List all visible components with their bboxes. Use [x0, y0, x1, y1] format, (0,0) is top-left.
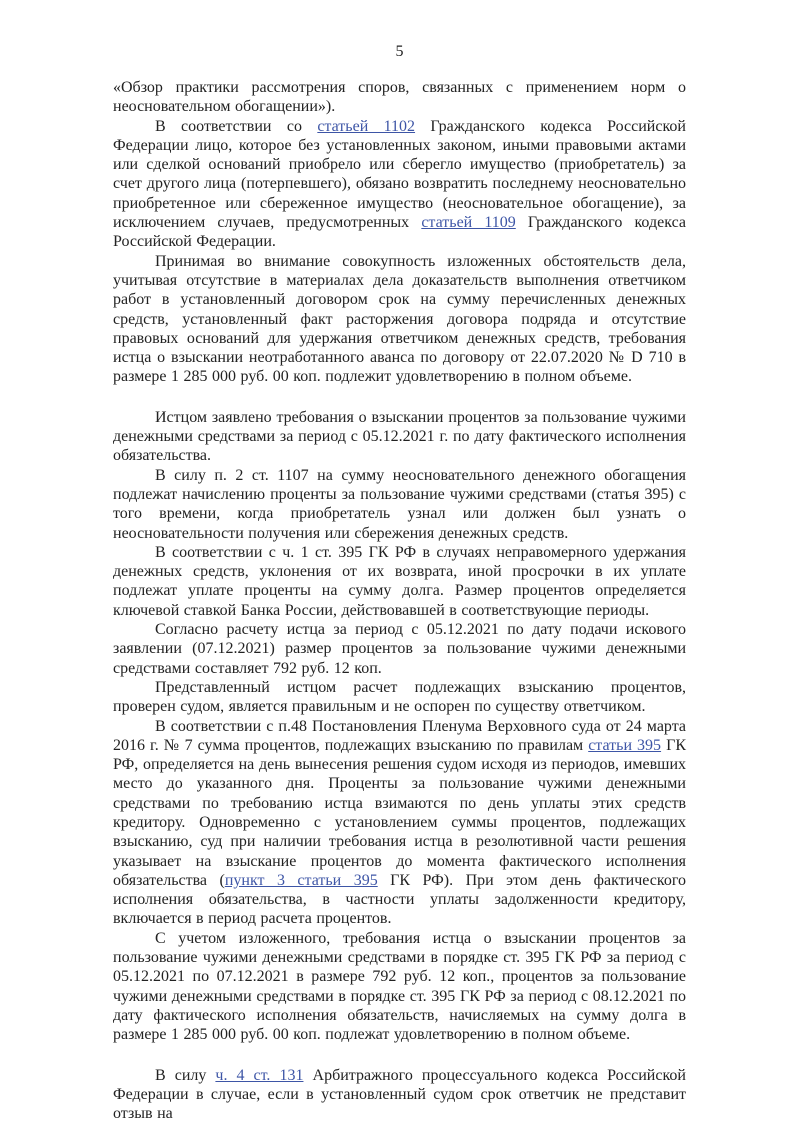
paragraph: [113, 620, 686, 678]
paragraph: [113, 929, 686, 1045]
text-run: В соответствии с п.48 Постановления Пленума Верховного суда от 24 марта 2016 г. № 7 сумма процентов, подлежащих взысканию по правилам: [113, 717, 686, 754]
paragraph: [113, 466, 686, 543]
text-run: Принимая во внимание совокупность изложенных обстоятельств дела, учитывая отсутствие в материалах дела доказательств выполнения ответчиком работ в установленный договором срок на сумму перечисленных денежных средств, установленный факт расторжения договора подряда и отсутствие правовых оснований для удержания ответчиком денежных средств, требования истца о взыскании неотработанного аванса по договору от 22.07.2020 № D 710 в размере 1 285 000 руб. 00 коп. подлежит удовлетворению в полном объеме.: [113, 252, 686, 386]
paragraph: [113, 1066, 686, 1124]
text-run: ГК РФ). При этом день фактического исполнения обязательства, в частности уплаты задолженности кредитору, включается в период расчета процентов.: [113, 871, 687, 928]
text-run: «Обзор практики рассмотрения споров, связанных с применением норм о неосновательном обогащении»).: [113, 79, 686, 116]
page-number: 5: [395, 43, 404, 60]
text-run: В соответствии со: [155, 117, 318, 135]
paragraph: [113, 717, 686, 929]
paragraph: [113, 252, 686, 387]
paragraph: [113, 543, 686, 620]
link-point-3-article-395[interactable]: пункт 3 статьи 395: [224, 871, 378, 889]
text-run: В силу: [155, 1066, 216, 1084]
document-body: [113, 78, 686, 1123]
text-run: Представленный истцом расчет подлежащих взысканию процентов, проверен судом, является правильным и не оспорен по существу ответчиком.: [113, 678, 686, 716]
link-article-1109[interactable]: статьей 1109: [421, 214, 516, 232]
link-article-395[interactable]: статьи 395: [588, 736, 662, 754]
text-run: Арбитражного процессуального кодекса Российской Федерации в случае, если в установленный судом срок ответчик не представит отзыв на: [113, 1066, 686, 1123]
paragraph: [113, 78, 686, 117]
text-run: Гражданского кодекса Российской Федерации лицо, которое без установленных законом, иными правовыми актами или сделкой оснований приобрело или сберегло имущество (приобретатель) за счет другого лица (потерпевшего), обязано возвратить последнему неосновательно приобретенное или сбереженное имущество (неосновательное обогащение), за исключением случаев, предусмотренных: [113, 117, 686, 232]
paragraph: [113, 117, 686, 252]
text-run: Согласно расчету истца за период с 05.12.2021 по дату подачи искового заявлении (07.12.2021) размер процентов за пользование чужими денежными средствами составляет 792 руб. 12 коп.: [113, 621, 686, 677]
text-run: В силу п. 2 ст. 1107 на сумму неосновательного денежного обогащения подлежат начислению проценты за пользование чужими средствами (статья 395) с того времени, когда приобретатель узнал или должен был узнать о неосновательности получения или сбережения денежных средств.: [113, 466, 686, 542]
text-run: Гражданского кодекса Российской Федерации.: [113, 214, 686, 251]
paragraph: [113, 678, 686, 717]
paragraph: [113, 408, 686, 466]
text-run: В соответствии с ч. 1 ст. 395 ГК РФ в случаях неправомерного удержания денежных средств, уклонения от их возврата, иной просрочки в их уплате подлежат уплате проценты на сумму долга. Размер процентов определяется ключевой ставкой Банка России, действовавшей в соответствующие периоды.: [113, 543, 686, 619]
link-part-4-article-131[interactable]: ч. 4 ст. 131: [215, 1066, 304, 1084]
link-article-1102[interactable]: статьей 1102: [317, 117, 416, 135]
text-run: ГК РФ, определяется на день вынесения решения судом исходя из периодов, имевших место до указанного дня. Проценты за пользование чужими денежными средствами по требованию истца взимаются по день уплаты этих средств кредитору. Одновременно с установлением суммы процентов, подлежащих взысканию, суд при наличии требования истца в резолютивной части решения указывает на взыскание процентов до момента фактического исполнения обязательства (: [113, 736, 687, 889]
text-run: С учетом изложенного, требования истца о взыскании процентов за пользование чужими денежными средствами в порядке ст. 395 ГК РФ за период с 05.12.2021 по 07.12.2021 в размере 792 руб. 12 коп., процентов за пользование чужими денежными средствами в порядке ст. 395 ГК РФ за период с 08.12.2021 по дату фактического исполнения обязательств, начисляемых на сумму долга в размере 1 285 000 руб. 00 коп. подлежат удовлетворению в полном объеме.: [113, 929, 686, 1044]
text-run: Истцом заявлено требования о взыскании процентов за пользование чужими денежными средствами за период с 05.12.2021 г. по дату фактического исполнения обязательства.: [113, 408, 686, 465]
